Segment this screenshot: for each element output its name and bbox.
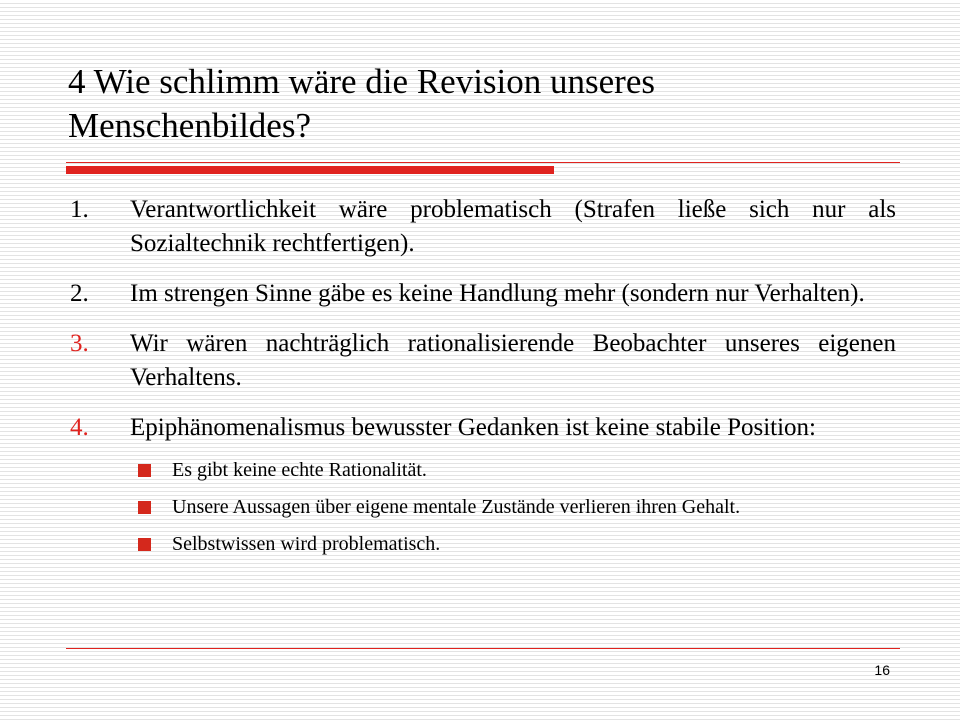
title-rule-thin <box>66 162 900 163</box>
sub-list-item-1 <box>118 457 896 484</box>
slide-title: 4 Wie schlimm wäre die Revision unseres Menschenbildes? <box>68 62 655 145</box>
sub-list <box>118 457 896 558</box>
sub-item-text: Unsere Aussagen über eigene mentale Zustände verlieren ihren Gehalt. <box>172 496 741 518</box>
square-bullet-icon <box>138 538 151 551</box>
footer-rule <box>66 648 900 649</box>
list-item-1 <box>66 193 896 261</box>
sub-list-item-3 <box>118 531 896 558</box>
sub-item-text: Es gibt keine echte Rationalität. <box>172 459 427 481</box>
page-number: 16 <box>874 662 890 678</box>
list-item-text: Wir wären nachträglich rationalisierende Beobachter unseres eigenen Verhaltens. <box>130 330 896 391</box>
list-item-text: Im strengen Sinne gäbe es keine Handlung mehr (sondern nur Verhalten). <box>130 280 865 307</box>
sub-list-item-2 <box>118 494 896 521</box>
title-rule-thick <box>66 166 554 174</box>
list-item-2 <box>66 277 896 311</box>
list-number: 1. <box>70 196 89 223</box>
list-item-3 <box>66 327 896 395</box>
list-number: 2. <box>70 280 89 307</box>
numbered-list <box>66 193 896 574</box>
square-bullet-icon <box>138 501 151 514</box>
sub-item-text: Selbstwissen wird problematisch. <box>172 533 441 555</box>
list-number: 3. <box>70 330 89 357</box>
list-item-text: Epiphänomenalismus bewusster Gedanken ist keine stabile Position: <box>130 414 816 441</box>
list-number: 4. <box>70 414 89 441</box>
list-item-text: Verantwortlichkeit wäre problematisch (Strafen ließe sich nur als Sozialtechnik rechtfertigen). <box>130 196 896 257</box>
list-item-4 <box>66 411 896 558</box>
square-bullet-icon <box>138 464 151 477</box>
